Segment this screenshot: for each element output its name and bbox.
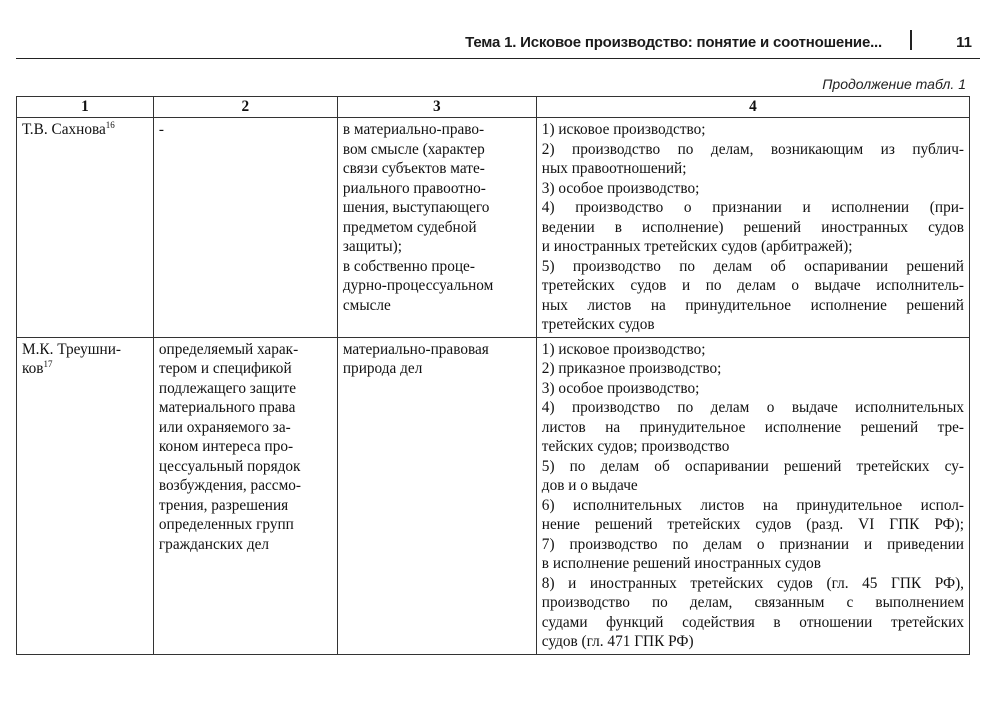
cell-line: третейских судов и по делам о выдаче исполнитель- bbox=[541, 277, 964, 294]
cell-line: материального права bbox=[158, 399, 296, 416]
author-cell bbox=[17, 337, 154, 654]
cell-line: 3) особое производство; bbox=[541, 379, 700, 397]
column-number: 3 bbox=[337, 97, 536, 118]
cell-line: ных правоотношений; bbox=[541, 160, 687, 177]
cell-line: цессуальный порядок bbox=[158, 457, 301, 475]
running-title: Тема 1. Исковое производство: понятие и соотношение... bbox=[465, 34, 882, 51]
cell-line: и иностранных третейских судов (арбитражей); bbox=[541, 238, 853, 255]
table-row bbox=[17, 118, 970, 338]
column-number: 1 bbox=[17, 97, 154, 118]
cell-line: 4) производство по делам о выдаче исполнительных bbox=[541, 399, 964, 416]
cell-line: возбуждения, рассмо- bbox=[158, 477, 301, 494]
cell-line: листов на принудительное исполнение решений тре- bbox=[541, 418, 964, 436]
cell-line: в материально-право- bbox=[342, 121, 485, 138]
cell-line: ных листов на принудительное исполнение решений bbox=[541, 296, 964, 314]
author-cell bbox=[17, 118, 154, 338]
page-number: 11 bbox=[956, 34, 972, 51]
cell-line: 7) производство по делам о признании и приведении bbox=[541, 535, 964, 553]
author-name-cont bbox=[22, 359, 148, 379]
column-number-row bbox=[17, 97, 970, 118]
cell-line: 5) по делам об оспаривании решений третейских су- bbox=[541, 457, 964, 475]
cell-line: 2) приказное производство; bbox=[541, 360, 722, 377]
sense-cell bbox=[337, 337, 536, 654]
cell-line: тейских судов; производство bbox=[541, 438, 730, 455]
cell-line: третейских судов bbox=[541, 316, 655, 333]
cell-line: в собственно проце- bbox=[342, 257, 475, 275]
cell-line: определенных групп bbox=[158, 516, 294, 533]
footnote-ref: 17 bbox=[43, 359, 53, 369]
basis-cell bbox=[153, 118, 337, 338]
author-name: Т.В. Сахнова bbox=[22, 121, 106, 138]
cell-line: 6) исполнительных листов на принудительное испол- bbox=[541, 496, 964, 514]
cell-line: материально-правовая bbox=[342, 340, 489, 358]
types-cell bbox=[536, 118, 969, 338]
cell-line: 5) производство по делам об оспаривании решений bbox=[541, 257, 964, 275]
cell-line: судами функций содействия в отношении третейских bbox=[541, 613, 964, 631]
table-row bbox=[17, 337, 970, 654]
cell-line: судов (гл. 471 ГПК РФ) bbox=[541, 633, 694, 650]
cell-line: гражданских дел bbox=[158, 535, 270, 553]
cell-line: предметом судебной bbox=[342, 218, 477, 236]
column-number: 4 bbox=[536, 97, 969, 118]
author-name: М.К. Треушни- bbox=[22, 340, 121, 358]
cell-line: ведении в исполнение) решений иностранных судов bbox=[541, 218, 964, 236]
cell-line: дурно-процессуальном bbox=[342, 277, 494, 294]
basis-cell bbox=[153, 337, 337, 654]
cell-line: защиты); bbox=[342, 238, 402, 255]
cell-line: 3) особое производство; bbox=[541, 179, 700, 197]
running-header bbox=[16, 28, 980, 59]
types-cell bbox=[536, 337, 969, 654]
cell-line: подлежащего защите bbox=[158, 379, 297, 397]
cell-line: или охраняемого за- bbox=[158, 418, 291, 436]
cell-line: тером и спецификой bbox=[158, 360, 292, 377]
cell-line: дов и о выдаче bbox=[541, 477, 638, 494]
cell-line: вом смысле (характер bbox=[342, 140, 485, 158]
basis-text: - bbox=[158, 121, 165, 138]
column-number: 2 bbox=[153, 97, 337, 118]
cell-line: 8) и иностранных третейских судов (гл. 45 ГПК РФ), bbox=[541, 574, 964, 592]
cell-line: в исполнение решений иностранных судов bbox=[541, 555, 821, 572]
footnote-ref: 16 bbox=[105, 120, 115, 130]
cell-line: 2) производство по делам, возникающим из публич- bbox=[541, 140, 964, 158]
header-separator bbox=[910, 30, 912, 50]
cell-line: риального правоотно- bbox=[342, 179, 486, 197]
cell-line: определяемый харак- bbox=[158, 340, 299, 358]
cell-line: шения, выступающего bbox=[342, 199, 490, 216]
cell-line: производство по делам, связанным с выполнением bbox=[541, 594, 964, 611]
cell-line: смысле bbox=[342, 296, 391, 314]
cell-line: коном интереса про- bbox=[158, 438, 294, 455]
author-name-part: ков bbox=[22, 360, 44, 377]
cell-line: природа дел bbox=[342, 360, 423, 377]
cell-line: 4) производство о признании и исполнении (при- bbox=[541, 199, 964, 216]
cell-line: 1) исковое производство; bbox=[541, 121, 706, 138]
sense-cell bbox=[337, 118, 536, 338]
classification-table bbox=[16, 96, 970, 655]
cell-line: трения, разрешения bbox=[158, 496, 289, 514]
cell-line: нение решений третейских судов (разд. VI ГПК РФ); bbox=[541, 516, 964, 533]
cell-line: 1) исковое производство; bbox=[541, 340, 706, 358]
cell-line: связи субъектов мате- bbox=[342, 160, 485, 177]
table-continuation-label: Продолжение табл. 1 bbox=[822, 76, 966, 92]
